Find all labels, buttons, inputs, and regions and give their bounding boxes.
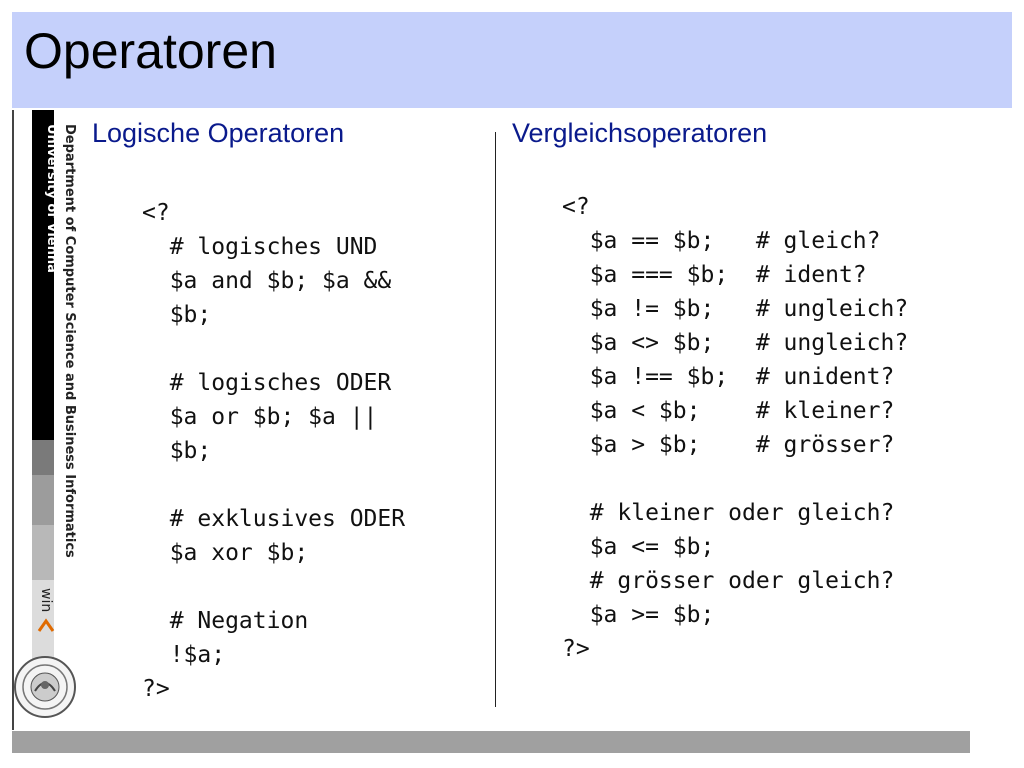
footer-bar — [12, 731, 970, 753]
win-logo-text: win — [38, 588, 54, 613]
left-column-code: <? # logisches UND $a and $b; $a && $b; # logisches ODER $a or $b; $a || $b; # exklusives ODER $a xor $b; # Negation !$a; ?> — [142, 200, 406, 702]
win-logo — [33, 588, 55, 648]
sidebar-institution-text — [34, 124, 78, 644]
win-logo-mark-icon — [37, 617, 55, 635]
column-divider — [495, 132, 496, 707]
slide-title: Operatoren — [24, 23, 277, 79]
sidebar-department: Department of Computer Science and Business Informatics — [62, 124, 77, 558]
right-column-code: <? $a == $b; # gleich? $a === $b; # ident? $a != $b; # ungleich? $a <> $b; # ungleich? $a !== $b; # unident? $a < $b; # kleiner? $a > $b; # grösser? # kleiner oder gleich? $a <= $b; # grösser oder gleich? $a >= $b; ?> — [562, 194, 909, 662]
left-border-line — [12, 110, 14, 730]
left-column-heading: Logische Operatoren — [92, 118, 345, 148]
university-seal-icon — [13, 655, 77, 719]
right-column-heading: Vergleichsoperatoren — [512, 118, 768, 148]
sidebar-university: University of Vienna — [44, 124, 59, 273]
